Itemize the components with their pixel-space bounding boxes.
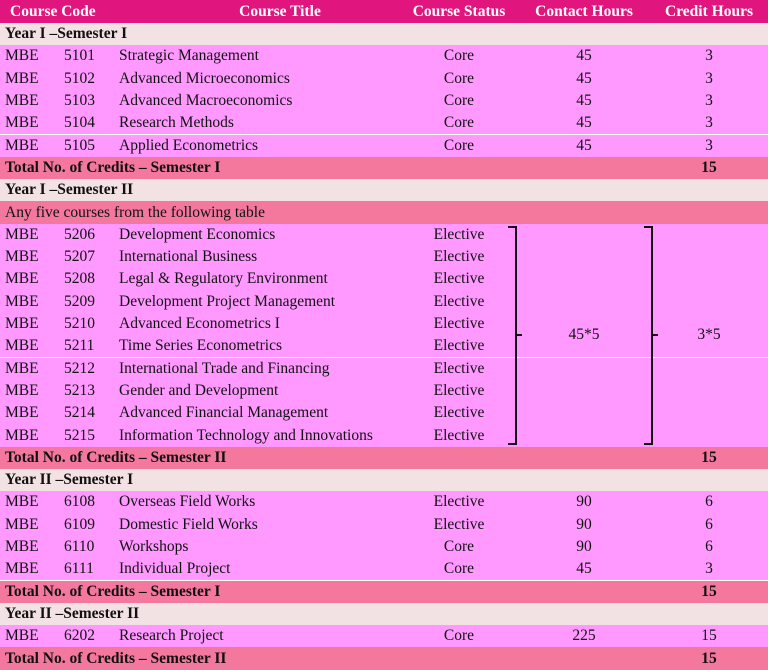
course-title: Individual Project [119,560,231,578]
course-prefix: MBE [5,627,39,645]
table-row [0,112,768,134]
course-number: 5208 [64,270,95,288]
table-row [0,625,768,647]
course-status: Elective [433,248,485,266]
course-prefix: MBE [5,136,39,154]
course-prefix: MBE [5,270,39,288]
semester-heading [0,469,768,491]
course-status: Core [443,114,475,132]
table-row [0,514,768,536]
course-title: Gender and Development [119,381,279,399]
semester-heading [0,179,768,201]
contact-hours: 90 [576,538,592,556]
course-number: 5209 [64,292,95,310]
course-prefix: MBE [5,426,39,444]
contact-hours: 45 [576,92,592,110]
course-prefix: MBE [5,248,39,266]
total-credits: 15 [701,582,717,600]
course-title: Advanced Microeconomics [119,69,290,87]
course-prefix: MBE [5,538,39,556]
course-title: International Business [119,248,258,266]
course-title: Research Methods [119,114,234,132]
credit-hours: 6 [705,493,713,511]
table-header [0,0,768,23]
total-label: Total No. of Credits – Semester I [5,158,221,176]
contact-hours: 45 [576,560,592,578]
total-label: Total No. of Credits – Semester I [5,582,221,600]
course-prefix: MBE [5,69,39,87]
course-number: 6111 [64,560,94,578]
course-title: Legal & Regulatory Environment [119,270,328,288]
course-title: Development Economics [119,225,276,243]
course-prefix: MBE [5,404,39,422]
course-title: Time Series Econometrics [119,337,283,355]
course-status: Elective [433,315,485,333]
course-title: Overseas Field Works [119,493,256,511]
course-title: Development Project Management [119,292,336,310]
header-course-title: Course Title [239,2,321,20]
course-number: 5101 [64,47,95,65]
grouped-credit-hours: 3*5 [697,326,721,344]
table-row [0,45,768,67]
contact-brace-point [517,334,522,336]
credit-brace-point [653,334,658,336]
course-number: 5206 [64,225,95,243]
contact-hours: 90 [576,493,592,511]
course-prefix: MBE [5,225,39,243]
contact-hours: 45 [576,136,592,154]
credit-hours: 3 [705,69,713,87]
table-row [0,90,768,112]
credit-hours: 15 [701,627,717,645]
course-number: 5215 [64,426,95,444]
course-status: Core [443,69,475,87]
semester-total-row [0,647,768,669]
selection-note [0,201,768,223]
course-title: Information Technology and Innovations [119,426,373,444]
course-status: Core [443,560,475,578]
contact-hours: 45 [576,47,592,65]
semester-heading [0,23,768,45]
course-number: 6110 [64,538,95,556]
credit-hours: 3 [705,114,713,132]
course-status: Elective [433,381,485,399]
course-number: 5212 [64,359,95,377]
total-label: Total No. of Credits – Semester II [5,649,227,667]
header-contact-hours: Contact Hours [535,2,633,20]
course-status: Elective [433,337,485,355]
course-number: 5210 [64,315,95,333]
course-title: Advanced Econometrics I [119,315,280,333]
course-prefix: MBE [5,47,39,65]
semester-total-row [0,157,768,179]
note-text: Any five courses from the following table [5,203,265,221]
course-prefix: MBE [5,493,39,511]
course-number: 5211 [64,337,95,355]
course-status: Elective [433,225,485,243]
course-prefix: MBE [5,337,39,355]
contact-hours: 225 [572,627,596,645]
course-number: 6109 [64,515,95,533]
semester-total-row [0,447,768,469]
course-number: 5105 [64,136,95,154]
course-status: Elective [433,493,485,511]
course-prefix: MBE [5,92,39,110]
course-number: 5103 [64,92,95,110]
total-credits: 15 [701,448,717,466]
course-status: Elective [433,404,485,422]
total-credits: 15 [701,158,717,176]
semester-label: Year II –Semester I [5,471,134,489]
course-status: Core [443,92,475,110]
course-status: Elective [433,292,485,310]
course-title: Strategic Management [119,47,259,65]
semester-label: Year II –Semester II [5,604,140,622]
course-status: Elective [433,515,485,533]
course-title: International Trade and Financing [119,359,330,377]
table-row [0,491,768,513]
contact-hours: 90 [576,515,592,533]
semester-heading [0,603,768,625]
course-title: Applied Econometrics [119,136,259,154]
course-prefix: MBE [5,515,39,533]
total-label: Total No. of Credits – Semester II [5,448,227,466]
credit-hours: 3 [705,47,713,65]
course-number: 6108 [64,493,95,511]
header-course-status: Course Status [412,2,506,20]
course-number: 6202 [64,627,95,645]
course-title: Workshops [119,538,189,556]
course-number: 5213 [64,381,95,399]
semester-label: Year I –Semester II [5,181,134,199]
course-status: Elective [433,270,485,288]
course-status: Core [443,627,475,645]
course-prefix: MBE [5,560,39,578]
course-prefix: MBE [5,114,39,132]
credit-hours: 3 [705,92,713,110]
grouped-contact-hours: 45*5 [568,326,600,344]
course-title: Advanced Macroeconomics [119,92,293,110]
table-row [0,536,768,558]
total-credits: 15 [701,649,717,667]
course-title: Research Project [119,627,224,645]
course-number: 5104 [64,114,95,132]
header-credit-hours: Credit Hours [665,2,753,20]
contact-hours: 45 [576,69,592,87]
semester-label: Year I –Semester I [5,25,128,43]
table-row [0,68,768,90]
course-status: Core [443,538,475,556]
course-prefix: MBE [5,359,39,377]
contact-brace-bottom [508,443,516,445]
course-prefix: MBE [5,292,39,310]
course-status: Core [443,47,475,65]
course-number: 5207 [64,248,95,266]
credit-hours: 6 [705,538,713,556]
course-status: Elective [433,426,485,444]
course-number: 5102 [64,69,95,87]
credit-hours: 6 [705,515,713,533]
course-title: Advanced Financial Management [119,404,329,422]
course-prefix: MBE [5,315,39,333]
credit-brace-bottom [644,443,652,445]
credit-hours: 3 [705,560,713,578]
semester-total-row [0,581,768,603]
table-row [0,558,768,580]
contact-hours: 45 [576,114,592,132]
course-title: Domestic Field Works [119,515,258,533]
course-prefix: MBE [5,381,39,399]
header-course-code: Course Code [10,2,96,20]
course-status: Core [443,136,475,154]
credit-hours: 3 [705,136,713,154]
table-row [0,135,768,157]
course-status: Elective [433,359,485,377]
course-number: 5214 [64,404,95,422]
